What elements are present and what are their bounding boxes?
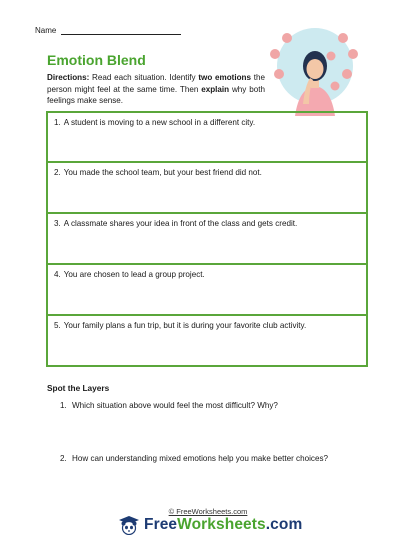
directions-text-1: Read each situation. Identify <box>89 73 199 82</box>
situation-number: 3. <box>54 219 61 228</box>
spot-question-1 <box>60 401 278 410</box>
directions-text-2: the person might feel at the same time. Then <box>47 73 265 94</box>
thinking-girl-illustration <box>255 26 365 116</box>
worksheet-title: Emotion Blend <box>47 52 146 68</box>
logo-text <box>144 516 302 534</box>
name-row <box>35 25 181 35</box>
situation-box-5[interactable] <box>46 316 368 367</box>
spot-the-layers-title: Spot the Layers <box>47 383 110 393</box>
name-input-line[interactable] <box>61 25 181 35</box>
situation-box-2[interactable] <box>46 163 368 214</box>
situation-text: A classmate shares your idea in front of the class and gets credit. <box>63 219 298 228</box>
logo-free: Free <box>144 516 178 533</box>
situation-text: You are chosen to lead a group project. <box>63 270 205 279</box>
spot-question-2 <box>60 454 328 463</box>
situation-box-1[interactable] <box>46 111 368 163</box>
question-number: 2. <box>60 454 67 463</box>
logo-tld: .com <box>265 516 303 533</box>
directions-label: Directions: <box>47 73 90 82</box>
directions-bold-2: explain <box>201 84 230 94</box>
situation-box-4[interactable] <box>46 265 368 316</box>
situation-number: 2. <box>54 168 61 177</box>
situation-number: 1. <box>54 118 61 127</box>
situation-text: You made the school team, but your best friend did not. <box>63 168 262 177</box>
situation-box-3[interactable] <box>46 214 368 265</box>
directions <box>47 72 265 107</box>
situation-number: 4. <box>54 270 61 279</box>
situation-number: 5. <box>54 321 61 330</box>
situation-text: Your family plans a fun trip, but it is during your favorite club activity. <box>63 321 307 330</box>
directions-bold-1: two emotions <box>198 73 251 82</box>
situation-text: A student is moving to a new school in a different city. <box>63 118 256 127</box>
footer-url-link[interactable]: © FreeWorksheets.com <box>168 507 248 516</box>
question-text: How can understanding mixed emotions help you make better choices? <box>72 454 328 463</box>
situation-boxes <box>46 111 368 367</box>
question-number: 1. <box>60 401 67 410</box>
directions-text-3: why both feelings make sense. <box>47 84 265 105</box>
logo-worksheets: Worksheets <box>177 516 266 533</box>
panda-graduate-icon <box>118 515 140 535</box>
name-label: Name <box>35 26 57 35</box>
question-text: Which situation above would feel the most difficult? Why? <box>72 401 278 410</box>
freeworksheets-logo <box>118 515 302 535</box>
